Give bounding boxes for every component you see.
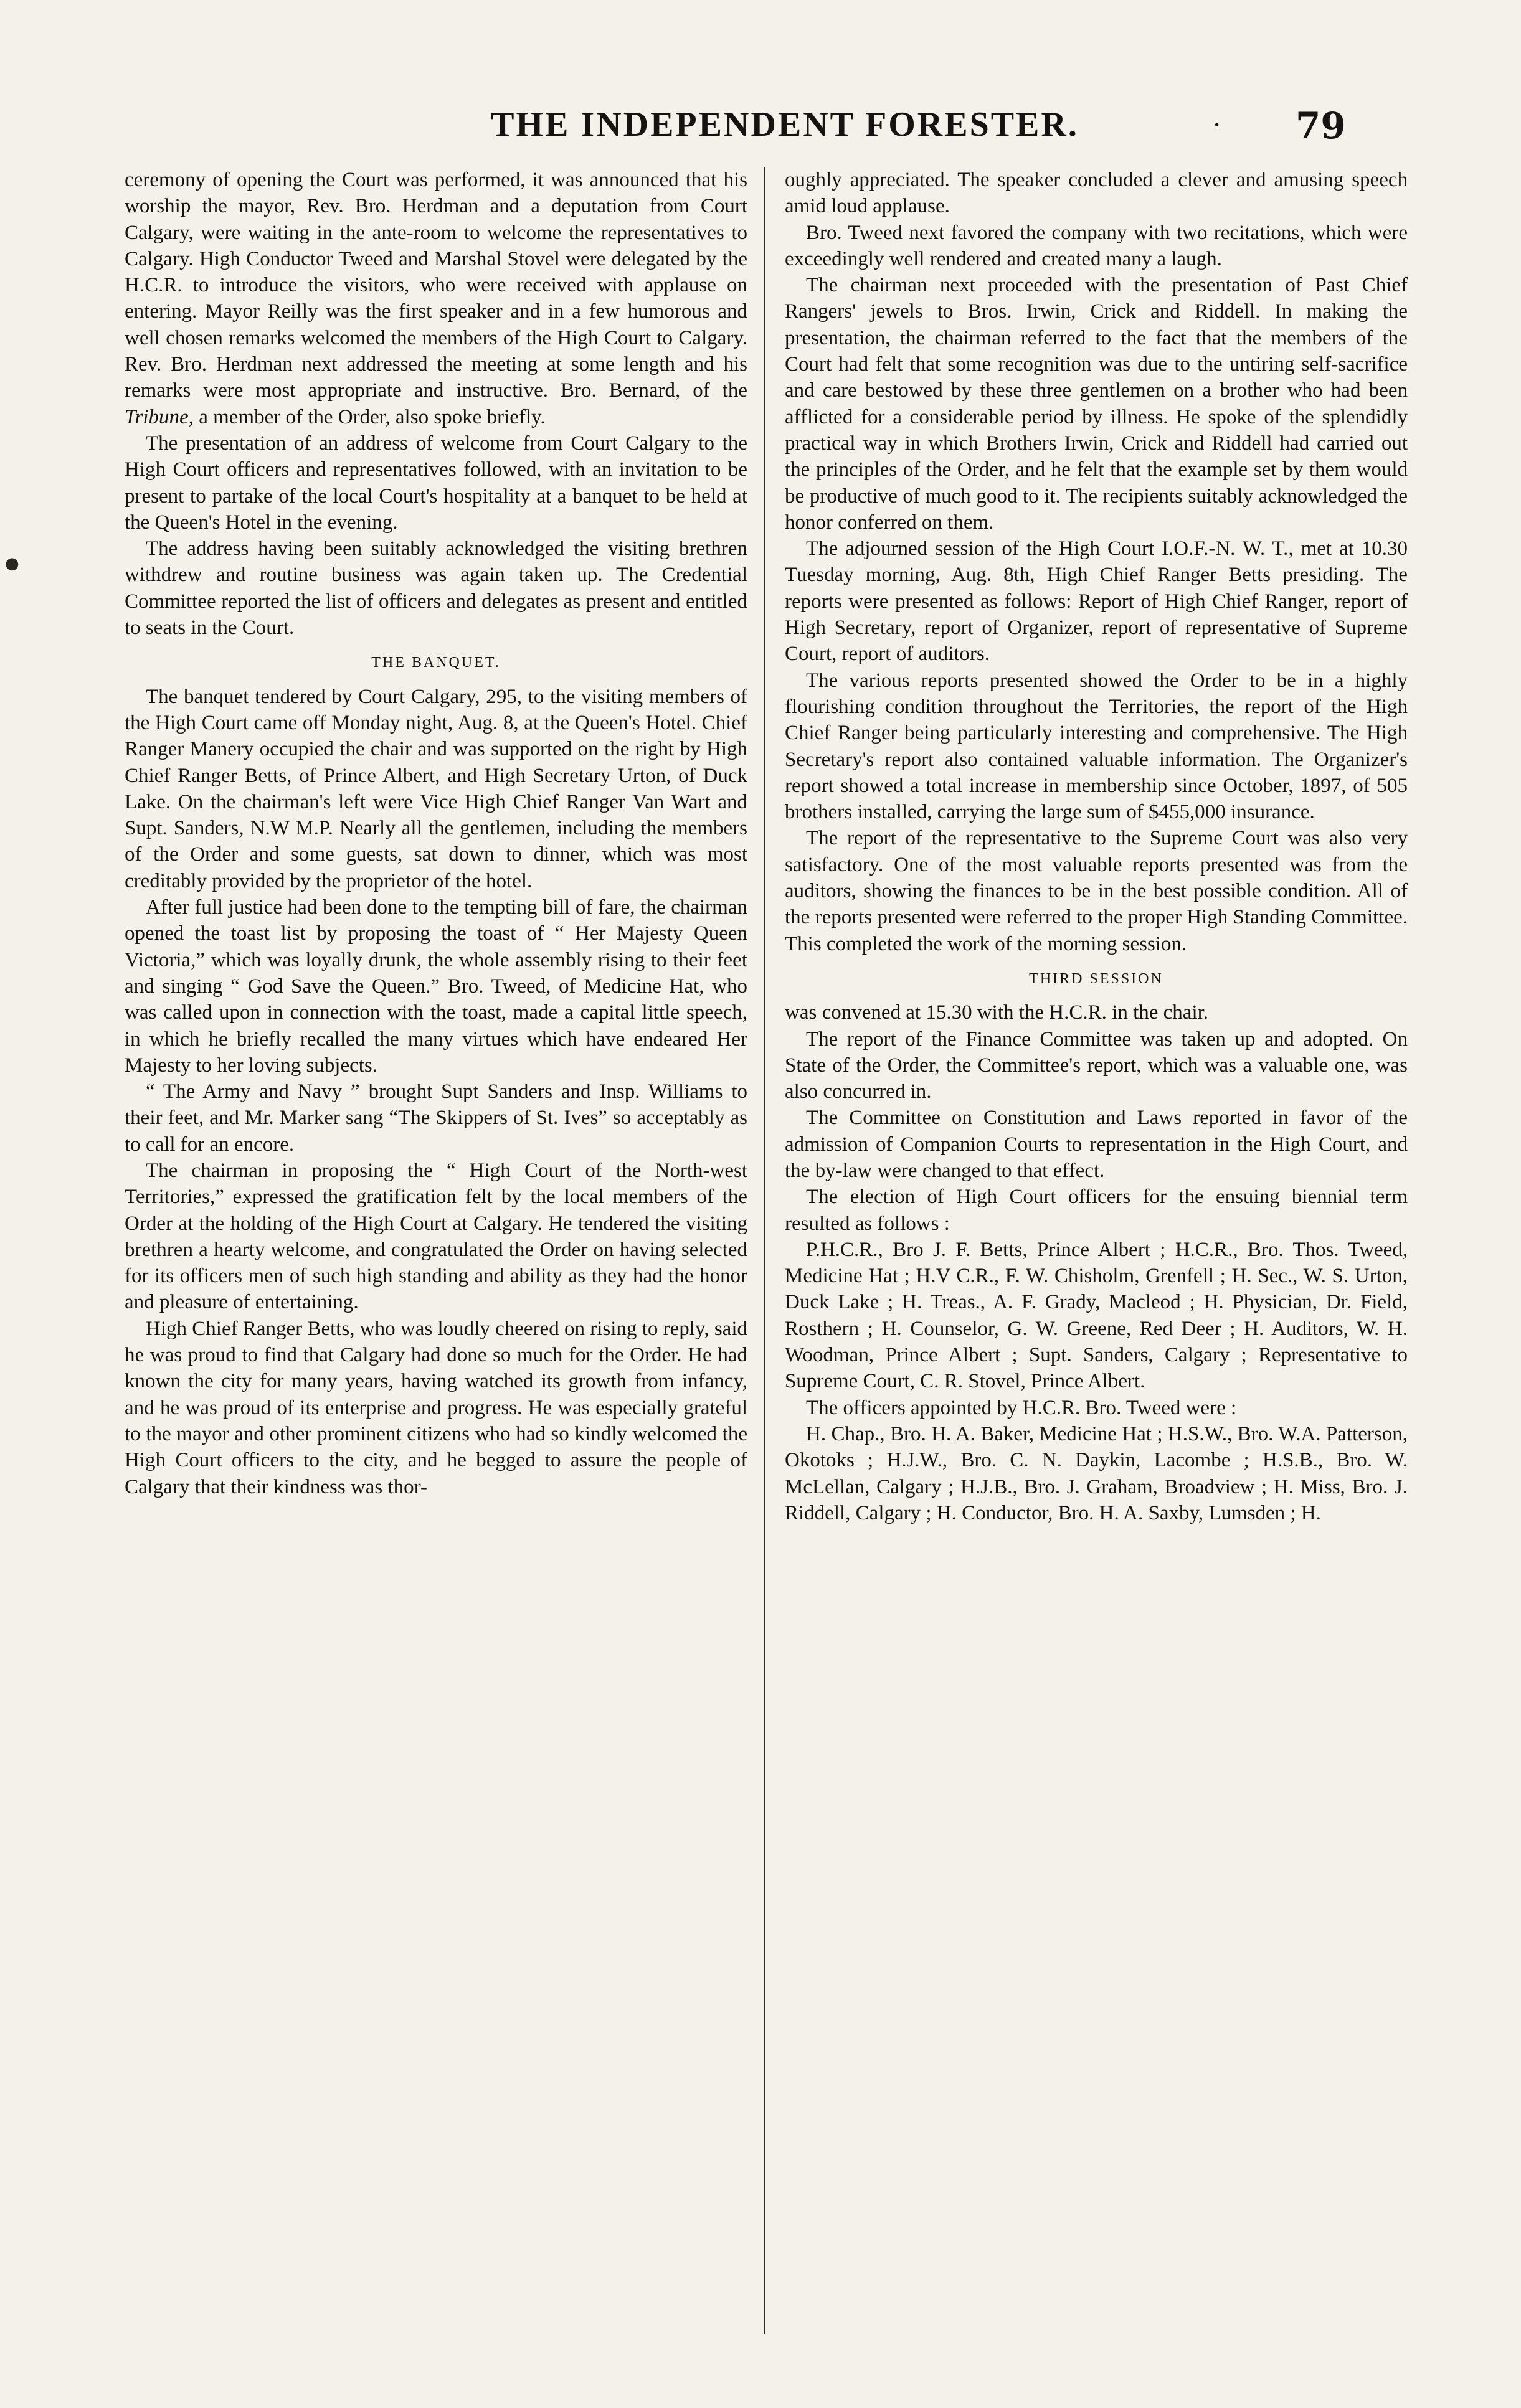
paragraph: The report of the representative to the Supreme Court was also very satisfactory. One of the most valuable reports presented was from the auditors, showing the finances to be in the best possible condition. All of the reports presented were referred to the proper High Standing Committee. This completed the work of the morning session. bbox=[785, 827, 1408, 955]
paragraph: The report of the Finance Committee was taken up and adopted. On State of the Order, the Committee's report, which was a valuable one, was also concurred in. bbox=[785, 1027, 1408, 1103]
page-number: 79 bbox=[1296, 105, 1346, 147]
paragraph: The presentation of an address of welcome from Court Calgary to the High Court officers and representatives followed, with an invitation to be present to partake of the local Court's hospitality at a banquet to be held at the Queen's Hotel in the evening. bbox=[125, 432, 747, 534]
column-divider bbox=[764, 167, 765, 2334]
running-head-title: THE INDEPENDENT FORESTER. bbox=[491, 105, 1079, 144]
paragraph: The officers appointed by H.C.R. Bro. Tweed were : bbox=[806, 1396, 1237, 1419]
paragraph: The various reports presented showed the Order to be in a highly flourishing condition throughout the Territories, the report of the High Chief Ranger being particularly interesting and comprehensive. The High Secretary's report also contained valuable information. The Organizer's report showed a total increase in membership since October, 1897, of 505 brothers installed, carrying the large sum of $455,000 insurance. bbox=[785, 669, 1408, 824]
paragraph: The adjourned session of the High Court I.O.F.-N. W. T., met at 10.30 Tuesday morning, Aug. 8th, High Chief Ranger Betts presiding. The reports were presented as follows: Report of High Chief Ranger, report of High Secretary, report of Organizer, report of representative of Supreme Court, report of auditors. bbox=[785, 537, 1408, 666]
paragraph: The election of High Court officers for the ensuing biennial term resulted as follows : bbox=[785, 1186, 1408, 1235]
paragraph: The Committee on Constitution and Laws reported in favor of the admission of Companion Courts to representation in the High Court, and the by-law were changed to that effect. bbox=[785, 1107, 1408, 1182]
paragraph: P.H.C.R., Bro J. F. Betts, Prince Albert ; H.C.R., Bro. Thos. Tweed, Medicine Hat ; H.V C.R., F. W. Chisholm, Grenfell ; H. Sec., W. S. Urton, Duck Lake ; H. Treas., A. F. Grady, Macleod ; H. Physician, Dr. Field, Rosthern ; H. Counselor, G. W. Greene, Red Deer ; H. Auditors, W. H. Woodman, Prince Albert ; Supt. Sanders, Calgary ; Representative to Supreme Court, C. R. Stovel, Prince Albert. bbox=[785, 1238, 1408, 1393]
paragraph: ceremony of opening the Court was performed, it was announced that his worship the mayor, Rev. Bro. Herdman and a deputation from Court Calgary, were waiting in the ante-room to welcome the representatives to Calgary. High Conductor Tweed and Marshal Stovel were delegated by the H.C.R. to introduce the visitors, who were received with applause on entering. Mayor Reilly was the first speaker and in a few humorous and well chosen remarks welcomed the members of the High Court to Calgary. Rev. Bro. Herdman next addressed the meeting at some length and his remarks were most appropriate and instructive. Bro. Bernard, of the Tribune, a member of the Order, also spoke briefly. bbox=[125, 169, 747, 428]
paragraph: was convened at 15.30 with the H.C.R. in the chair. bbox=[785, 1001, 1209, 1024]
paragraph: Bro. Tweed next favored the company with two recitations, which were exceedingly well rendered and created many a laugh. bbox=[785, 221, 1408, 270]
paragraph: After full justice had been done to the tempting bill of fare, the chairman opened the toast list by proposing the toast of “ Her Majesty Queen Victoria,” which was loyally drunk, the whole assembly rising to their feet and singing “ God Save the Queen.” Bro. Tweed, of Medicine Hat, who was called upon in connection with the toast, made a capital little speech, in which he briefly recalled the many virtues which have endeared Her Majesty to her loving subjects. bbox=[125, 896, 747, 1077]
left-column bbox=[125, 167, 747, 1500]
header-dot: · bbox=[1213, 110, 1221, 140]
paragraph: High Chief Ranger Betts, who was loudly cheered on rising to reply, said he was proud to find that Calgary had done so much for the Order. He had known the city for many years, having watched its growth from infancy, and he was proud of its enterprise and progress. He was especially grateful to the mayor and other prominent citizens who had so kindly welcomed the High Court officers to the city, and he begged to assure the people of Calgary that their kindness was thor- bbox=[125, 1317, 747, 1498]
margin-mark-icon: ● bbox=[5, 554, 19, 573]
right-column bbox=[785, 167, 1408, 1526]
paragraph: The address having been suitably acknowledged the visiting brethren withdrew and routine business was again taken up. The Credential Committee reported the list of officers and delegates as present and entitled to seats in the Court. bbox=[125, 537, 747, 640]
paragraph: The banquet tendered by Court Calgary, 295, to the visiting members of the High Court came off Monday night, Aug. 8, at the Queen's Hotel. Chief Ranger Manery occupied the chair and was supported on the right by High Chief Ranger Betts, of Prince Albert, and High Secretary Urton, of Duck Lake. On the chairman's left were Vice High Chief Ranger Van Wart and Supt. Sanders, N.W M.P. Nearly all the gentlemen, including the members of the Order and some guests, sat down to dinner, which was most creditably provided by the proprietor of the hotel. bbox=[125, 685, 747, 892]
paragraph: The chairman next proceeded with the presentation of Past Chief Rangers' jewels to Bros. Irwin, Crick and Riddell. In making the presentation, the chairman referred to the fact that the members of the Court had felt that some recognition was due to the untiring self-sacrifice and care bestowed by these three gentlemen on a brother who had been afflicted for a considerable period by illness. He spoke of the splendidly practical way in which Brothers Irwin, Crick and Riddell had carried out the principles of the Order, and he felt that the example set by them would be productive of much good to it. The recipients suitably acknowledged the honor conferred on them. bbox=[785, 274, 1408, 534]
paragraph: H. Chap., Bro. H. A. Baker, Medicine Hat ; H.S.W., Bro. W.A. Patterson, Okotoks ; H.J.W., Bro. C. N. Daykin, Lacombe ; H.S.B., Bro. W. McLellan, Calgary ; H.J.B., Bro. J. Graham, Broadview ; H. Miss, Bro. J. Riddell, Calgary ; H. Conductor, Bro. H. A. Saxby, Lumsden ; H. bbox=[785, 1422, 1408, 1524]
paragraph: “ The Army and Navy ” brought Supt Sanders and Insp. Williams to their feet, and Mr. Marker sang “The Skippers of St. Ives” so acceptably as to call for an encore. bbox=[125, 1080, 747, 1156]
paragraph: oughly appreciated. The speaker concluded a clever and amusing speech amid loud applause. bbox=[785, 169, 1408, 218]
section-heading: THE BANQUET. bbox=[371, 654, 501, 671]
section-heading: THIRD SESSION bbox=[1029, 970, 1163, 987]
paragraph: The chairman in proposing the “ High Court of the North-west Territories,” expressed the gratification felt by the local members of the Order at the holding of the High Court at Calgary. He tendered the visiting brethren a hearty welcome, and congratulated the Order on having selected for its officers men of such high standing and ability as they had the honor and pleasure of entertaining. bbox=[125, 1159, 747, 1314]
page-header bbox=[125, 105, 1433, 154]
